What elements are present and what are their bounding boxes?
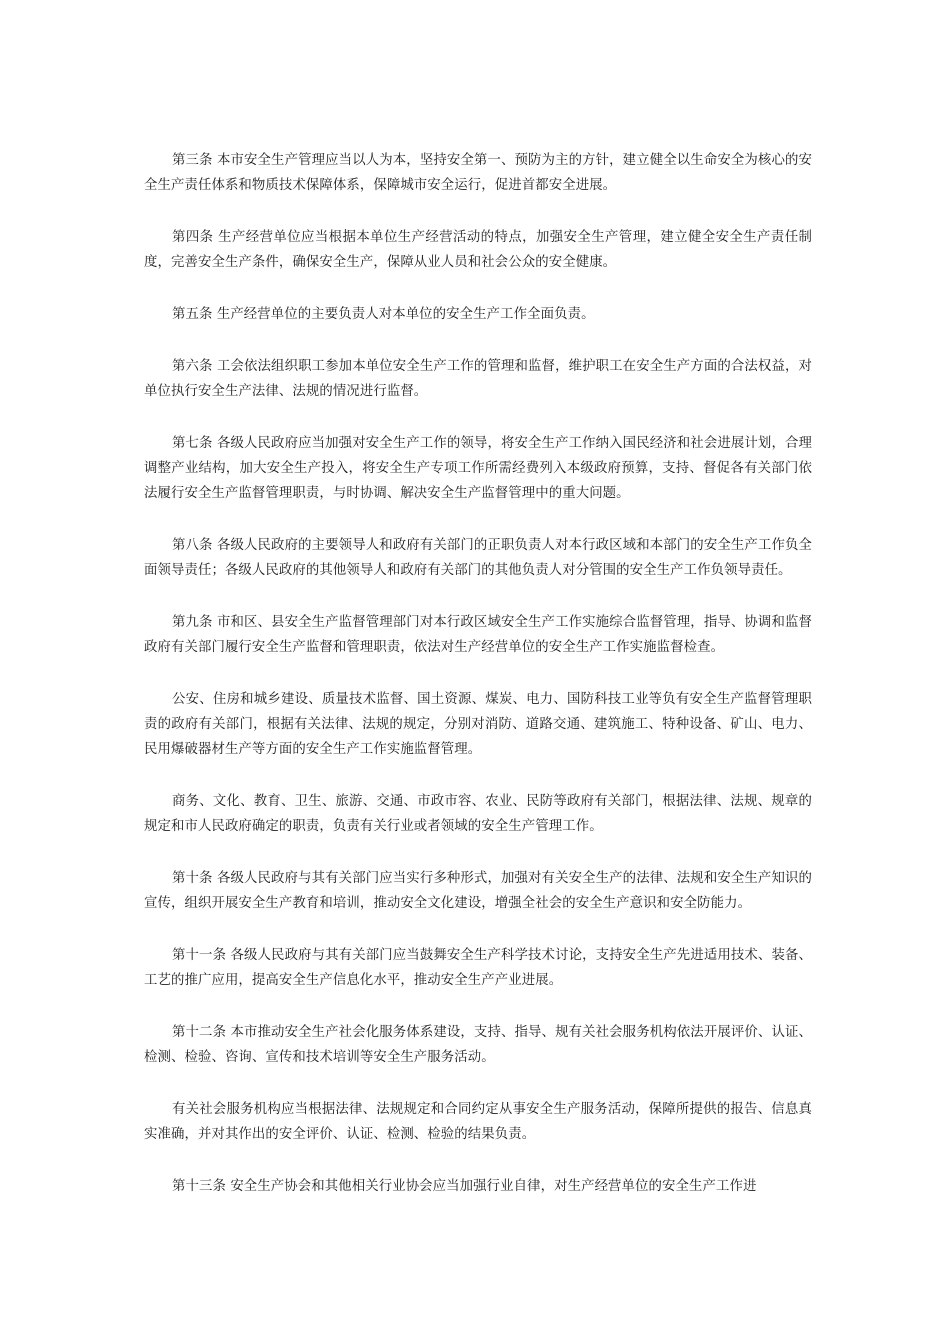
paragraph-article-7: 第七条 各级人民政府应当加强对安全生产工作的领导，将安全生产工作纳入国民经济和社会进展计划，合理调整产业结构，加大安全生产投入，将安全生产专项工作所需经费列入本级政府预算，支持、督促各有关部门依法履行安全生产监督管理职责，与时协调、解决安全生产监督管理中的重大问题。 — [144, 436, 812, 501]
paragraph-article-9: 第九条 市和区、县安全生产监督管理部门对本行政区域安全生产工作实施综合监督管理，指导、协调和监督政府有关部门履行安全生产监督和管理职责，依法对生产经营单位的安全生产工作实施监督检查。 — [144, 615, 812, 655]
paragraph-article-12: 第十二条 本市推动安全生产社会化服务体系建设，支持、指导、规有关社会服务机构依法开展评价、认证、检测、检验、咨询、宣传和技术培训等安全生产服务活动。 — [144, 1025, 812, 1065]
paragraph-article-9-clause-2: 公安、住房和城乡建设、质量技术监督、国土资源、煤炭、电力、国防科技工业等负有安全生产监督管理职责的政府有关部门，根据有关法律、法规的规定，分别对消防、道路交通、建筑施工、特种设备、矿山、电力、民用爆破器材生产等方面的安全生产工作实施监督管理。 — [144, 692, 812, 757]
paragraph-article-5: 第五条 生产经营单位的主要负责人对本单位的安全生产工作全面负责。 — [172, 307, 595, 322]
paragraph-article-6: 第六条 工会依法组织职工参加本单位安全生产工作的管理和监督，维护职工在安全生产方面的合法权益，对单位执行安全生产法律、法规的情况进行监督。 — [144, 359, 812, 399]
paragraph-article-10: 第十条 各级人民政府与其有关部门应当实行多种形式，加强对有关安全生产的法律、法规和安全生产知识的宣传，组织开展安全生产教育和培训，推动安全文化建设，增强全社会的安全生产意识和安全防能力。 — [144, 871, 812, 911]
paragraph-article-8: 第八条 各级人民政府的主要领导人和政府有关部门的正职负责人对本行政区域和本部门的安全生产工作负全面领导责任；各级人民政府的其他领导人和政府有关部门的其他负责人对分管围的安全生产工作负领导责任。 — [144, 538, 812, 578]
paragraph-article-12-clause-2: 有关社会服务机构应当根据法律、法规规定和合同约定从事安全生产服务活动，保障所提供的报告、信息真实准确，并对其作出的安全评价、认证、检测、检验的结果负责。 — [144, 1102, 812, 1142]
paragraph-article-11: 第十一条 各级人民政府与其有关部门应当鼓舞安全生产科学技术讨论，支持安全生产先进适用技术、装备、工艺的推广应用，提高安全生产信息化水平，推动安全生产产业进展。 — [144, 948, 812, 988]
paragraph-article-3: 第三条 本市安全生产管理应当以人为本，坚持安全第一、预防为主的方针，建立健全以生命安全为核心的安全生产责任体系和物质技术保障体系，保障城市安全运行，促进首都安全进展。 — [144, 153, 812, 193]
paragraph-article-4: 第四条 生产经营单位应当根据本单位生产经营活动的特点，加强安全生产管理，建立健全安全生产责任制度，完善安全生产条件，确保安全生产，保障从业人员和社会公众的安全健康。 — [144, 230, 812, 270]
document-page — [144, 148, 812, 1199]
paragraph-article-9-clause-3: 商务、文化、教育、卫生、旅游、交通、市政市容、农业、民防等政府有关部门，根据法律、法规、规章的规定和市人民政府确定的职责，负责有关行业或者领域的安全生产管理工作。 — [144, 794, 812, 834]
paragraph-article-13: 第十三条 安全生产协会和其他相关行业协会应当加强行业自律，对生产经营单位的安全生产工作进 — [172, 1179, 757, 1194]
